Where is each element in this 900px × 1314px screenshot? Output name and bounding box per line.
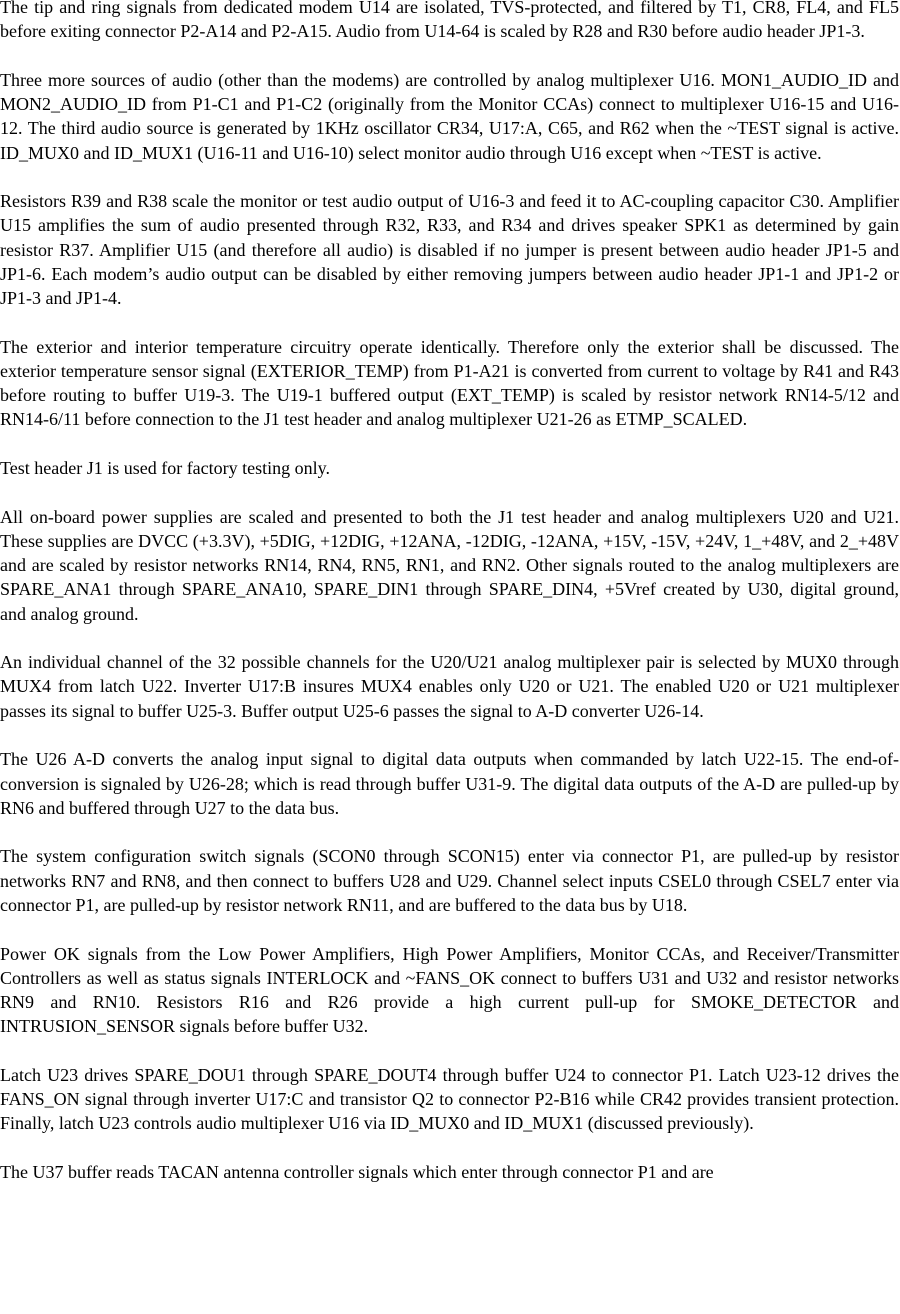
paragraph-tacan-buffer: The U37 buffer reads TACAN antenna controller signals which enter through connector P1 and are — [0, 1162, 714, 1183]
paragraph-ad-converter: The U26 A-D converts the analog input signal to digital data outputs when commanded by latch U22-15. The end-of-conversion is signaled by U26-28; which is read through buffer U31-9. The digital data outputs of the A-D are pulled-up by RN6 and buffered through U27 to the data bus. — [0, 749, 899, 818]
paragraph-temperature-circuitry: The exterior and interior temperature circuitry operate identically. Therefore only the exterior shall be discussed. The exterior temperature sensor signal (EXTERIOR_TEMP) from P1-A21 is converted from current to voltage by R41 and R43 before routing to buffer U19-3. The U19-1 buffered output (EXT_TEMP) is scaled by resistor network RN14-5/12 and RN14-6/11 before connection to the J1 test header and analog multiplexer U21-26 as ETMP_SCALED. — [0, 336, 899, 430]
paragraph-multiplexer-channel: An individual channel of the 32 possible channels for the U20/U21 analog multiplexer pair is selected by MUX0 through MUX4 from latch U22. Inverter U17:B insures MUX4 enables only U20 or U21. The enabled U20 or U21 multiplexer passes its signal to buffer U25-3. Buffer output U25-6 passes the signal to A-D converter U26-14. — [0, 652, 899, 721]
paragraph-test-header: Test header J1 is used for factory testing only. — [0, 458, 330, 479]
paragraph-power-ok-signals: Power OK signals from the Low Power Amplifiers, High Power Amplifiers, Monitor CCAs, and Receiver/Transmitter Controllers as well as status signals INTERLOCK and ~FANS_OK connect to buffers U31 and U32 and resistor networks RN9 and RN10. Resistors R16 and R26 provide a high current pull-up for SMOKE_DETECTOR and INTRUSION_SENSOR signals before buffer U32. — [0, 943, 899, 1037]
paragraph-audio-sources: Three more sources of audio (other than the modems) are controlled by analog multiplexer U16. MON1_AUDIO_ID and MON2_AUDIO_ID from P1-C1 and P1-C2 (originally from the Monitor CCAs) connect to multiplexer U16-15 and U16-12. The third audio source is generated by 1KHz oscillator CR34, U17:A, C65, and R62 when the ~TEST signal is active. ID_MUX0 and ID_MUX1 (U16-11 and U16-10) select monitor audio through U16 except when ~TEST is active. — [0, 69, 899, 163]
paragraph-modem-tip-ring: The tip and ring signals from dedicated modem U14 are isolated, TVS-protected, and filtered by T1, CR8, FL4, and FL5 before exiting connector P2-A14 and P2-A15. Audio from U14-64 is scaled by R28 and R30 before audio header JP1-3. — [0, 0, 899, 42]
paragraph-configuration-switches: The system configuration switch signals (SCON0 through SCON15) enter via connector P1, are pulled-up by resistor networks RN7 and RN8, and then connect to buffers U28 and U29. Channel select inputs CSEL0 through CSEL7 enter via connector P1, are pulled-up by resistor network RN11, and are buffered to the data bus by U18. — [0, 846, 899, 915]
paragraph-audio-amplifier: Resistors R39 and R38 scale the monitor or test audio output of U16-3 and feed it to AC-coupling capacitor C30. Amplifier U15 amplifies the sum of audio presented through R32, R33, and R34 and drives speaker SPK1 as determined by gain resistor R37. Amplifier U15 (and therefore all audio) is disabled if no jumper is present between audio header JP1-5 and JP1-6. Each modem’s audio output can be disabled by either removing jumpers between audio header JP1-1 and JP1-2 or JP1-3 and JP1-4. — [0, 191, 899, 309]
paragraph-latch-u23: Latch U23 drives SPARE_DOU1 through SPARE_DOUT4 through buffer U24 to connector P1. Latch U23-12 drives the FANS_ON signal through inverter U17:C and transistor Q2 to connector P2-B16 while CR42 provides transient protection. Finally, latch U23 controls audio multiplexer U16 via ID_MUX0 and ID_MUX1 (discussed previously). — [0, 1064, 899, 1134]
paragraph-power-supplies: All on-board power supplies are scaled and presented to both the J1 test header and analog multiplexers U20 and U21. These supplies are DVCC (+3.3V), +5DIG, +12DIG, +12ANA, -12DIG, -12ANA, +15V, -15V, +24V, 1_+48V, and 2_+48V and are scaled by resistor networks RN14, RN4, RN5, RN1, and RN2. Other signals routed to the analog multiplexers are SPARE_ANA1 through SPARE_ANA10, SPARE_DIN1 through SPARE_DIN4, +5Vref created by U30, digital ground, and analog ground. — [0, 506, 899, 624]
